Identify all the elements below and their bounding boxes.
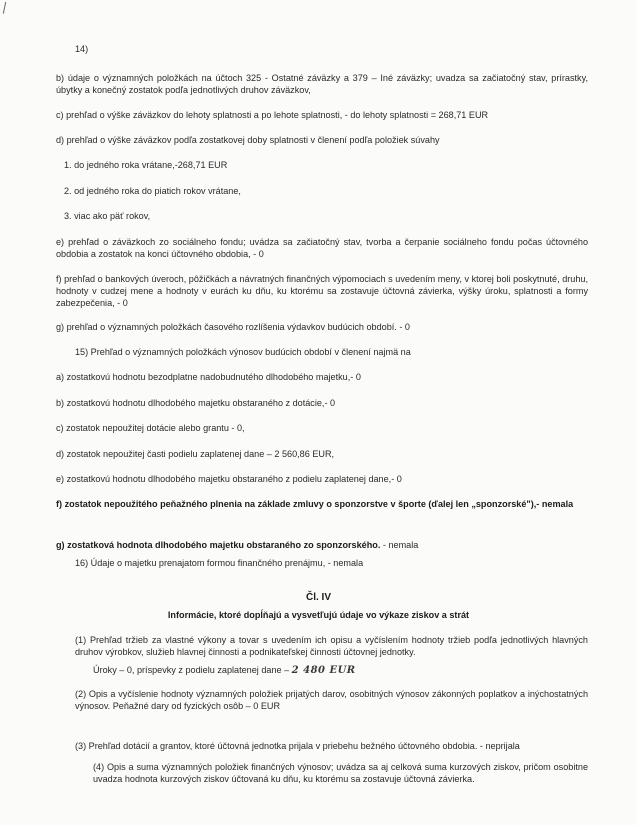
item-b: b) údaje o významných položkách na účtoch 325 - Ostatné záväzky a 379 – Iné záväzky; uvadza sa začiatočný stav, prírastky, úbytky a konečný zostatok podľa jednotlivých druhov záväzkov, xyxy=(56,73,588,95)
section-15-e: e) zostatkovú hodnotu dlhodobého majetku obstaraného z podielu zaplatenej dane,- 0 xyxy=(56,474,402,484)
section-15-b: b) zostatkovú hodnotu dlhodobého majetku obstaraného z dotácie,- 0 xyxy=(56,398,336,408)
section-iv-1: (1) Prehľad tržieb za vlastné výkony a tovar s uvedením ich opisu a vyčíslením hodnoty tržieb podľa jednotlivých hlavných druhov výrobkov, služieb hlavnej činnosti a podnikateľskej činnosti účtovnej jednotky. xyxy=(75,635,588,657)
chapter-subtitle: Informácie, ktoré dopĺňajú a vysvetľujú údaje vo výkaze ziskov a strát xyxy=(167,610,470,620)
section-iv-1-note-text: Úroky – 0, príspevky z podielu zaplatenej dane – xyxy=(93,665,290,675)
item-d: d) prehľad o výške záväzkov podľa zostatkovej doby splatnosti v členení podľa položiek súvahy xyxy=(56,135,440,145)
section-15-f: f) zostatok nepoužitého peňažného plnenia na základe zmluvy o sponzorstve v športe (ďalej len „sponzorské"),- nemala xyxy=(56,499,574,509)
item-e: e) prehľad o záväzkoch zo sociálneho fondu; uvádza sa začiatočný stav, tvorba a čerpanie sociálneho fondu počas účtovného obdobia a zostatok na konci účtovného obdobia, - 0 xyxy=(56,237,588,259)
section-15-d: d) zostatok nepoužitej časti podielu zaplatenej dane – 2 560,86 EUR, xyxy=(56,449,335,459)
section-iv-4: (4) Opis a suma významných položiek finančných výnosov; uvádza sa aj celková suma kurzových ziskov, pričom osobitne uvadza hodnota kurzových ziskov účtovaná ku dňu, ku ktorému sa zostavuje účtovná závierka. xyxy=(93,762,588,784)
handwritten-amount: 2 480 EUR xyxy=(291,665,356,676)
section-iv-1-note xyxy=(93,664,356,677)
item-d-3: 3. viac ako päť rokov, xyxy=(64,211,151,221)
section-16: 16) Údaje o majetku prenajatom formou finančného prenájmu, - nemala xyxy=(75,558,364,568)
section-15-c: c) zostatok nepoužitej dotácie alebo grantu - 0, xyxy=(56,423,245,433)
section-iv-3: (3) Prehľad dotácií a grantov, ktoré účtovná jednotka prijala v priebehu bežného účtovného obdobia. - neprijala xyxy=(75,741,520,751)
section-15-g xyxy=(56,539,418,551)
item-d-2: 2. od jedného roka do piatich rokov vrátane, xyxy=(64,186,241,196)
item-g: g) prehľad o významných položkách časového rozlíšenia výdavkov budúcich období. - 0 xyxy=(56,322,410,332)
item-c: c) prehľad o výške záväzkov do lehoty splatnosti a po lehote splatnosti, - do lehoty splatnosti = 268,71 EUR xyxy=(56,110,489,120)
section-iv-2: (2) Opis a vyčíslenie hodnoty významných položiek prijatých darov, osobitných výnosov zákonných poplatkov a inýchostatných výnosov. Peňažné dary od fyzických osôb – 0 EUR xyxy=(75,689,588,711)
section-15-g-bold: g) zostatková hodnota dlhodobého majetku obstaraného zo sponzorského. xyxy=(56,540,381,550)
page-number: 14) xyxy=(75,44,89,54)
section-15-a: a) zostatkovú hodnotu bezodplatne nadobudnutého dlhodobého majetku,- 0 xyxy=(56,372,361,382)
margin-pen-mark xyxy=(3,2,8,14)
item-f: f) prehľad o bankových úveroch, pôžičkách a návratných finančných výpomociach s uvedením meny, v ktorej boli poskytnuté, druhu, hodnoty v cudzej mene a hodnoty v eurách ku dňu, ku ktorému sa zostavuje účtovná závierka, výšky úroku, splatnosti a formy zabezpečenia, - 0 xyxy=(56,274,588,308)
section-15-g-rest: - nemala xyxy=(382,540,419,550)
chapter-title: Čl. IV xyxy=(305,592,331,603)
item-d-1: 1. do jedného roka vrátane,-268,71 EUR xyxy=(64,160,228,170)
section-15-heading: 15) Prehľad o významných položkách výnosov budúcich období v členení najmä na xyxy=(75,347,411,357)
